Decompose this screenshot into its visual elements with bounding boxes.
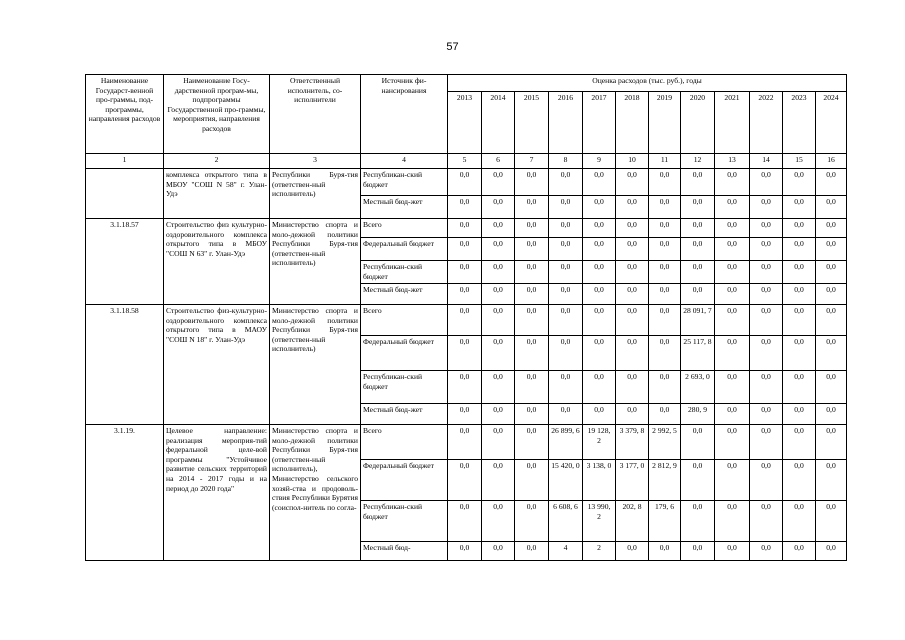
expense-value: 0,0 xyxy=(816,261,847,284)
funding-source: Всего xyxy=(361,425,448,460)
year-header: 2014 xyxy=(482,92,515,154)
year-header: 2019 xyxy=(649,92,681,154)
column-number: 15 xyxy=(783,154,816,169)
header-col4: Источник фи-нансирования xyxy=(361,75,448,154)
expense-value: 0,0 xyxy=(515,196,549,219)
expense-value: 0,0 xyxy=(681,261,715,284)
expense-value: 0,0 xyxy=(750,460,783,501)
row-responsible: Министерство спорта и моло-дежной политики Республики Буря-тия (ответствен-ный исполнитель) xyxy=(270,305,361,425)
expense-value: 0,0 xyxy=(649,404,681,425)
expense-value: 0,0 xyxy=(715,196,750,219)
column-number: 14 xyxy=(750,154,783,169)
year-header: 2020 xyxy=(681,92,715,154)
funding-source: Федеральный бюджет xyxy=(361,336,448,371)
funding-source: Республикан-ский бюджет xyxy=(361,261,448,284)
expense-value: 0,0 xyxy=(649,336,681,371)
expense-value: 3 138, 0 xyxy=(583,460,616,501)
expense-value: 0,0 xyxy=(681,196,715,219)
column-number: 4 xyxy=(361,154,448,169)
table-row xyxy=(86,169,847,196)
expense-value: 0,0 xyxy=(448,238,482,261)
expense-value: 0,0 xyxy=(515,371,549,404)
funding-source: Федеральный бюджет xyxy=(361,460,448,501)
expense-value: 0,0 xyxy=(715,284,750,305)
expense-value: 0,0 xyxy=(448,404,482,425)
budget-table xyxy=(85,74,847,561)
expense-value: 0,0 xyxy=(649,169,681,196)
expense-value: 0,0 xyxy=(681,284,715,305)
column-number: 10 xyxy=(616,154,649,169)
expense-value: 0,0 xyxy=(616,404,649,425)
year-header: 2013 xyxy=(448,92,482,154)
expense-value: 0,0 xyxy=(515,404,549,425)
expense-value: 0,0 xyxy=(515,169,549,196)
expense-value: 0,0 xyxy=(515,261,549,284)
expense-value: 0,0 xyxy=(715,425,750,460)
expense-value: 0,0 xyxy=(750,305,783,336)
expense-value: 0,0 xyxy=(515,219,549,238)
expense-value: 4 xyxy=(549,542,583,561)
expense-value: 0,0 xyxy=(750,169,783,196)
expense-value: 0,0 xyxy=(750,284,783,305)
expense-value: 0,0 xyxy=(583,284,616,305)
expense-value: 0,0 xyxy=(681,460,715,501)
expense-value: 0,0 xyxy=(583,238,616,261)
expense-value: 0,0 xyxy=(649,219,681,238)
row-code xyxy=(86,169,164,219)
expense-value: 0,0 xyxy=(783,501,816,542)
row-code: 3.1.18.58 xyxy=(86,305,164,425)
expense-value: 0,0 xyxy=(715,371,750,404)
expense-value: 0,0 xyxy=(549,169,583,196)
expense-value: 0,0 xyxy=(515,425,549,460)
expense-value: 0,0 xyxy=(649,542,681,561)
header-col2: Наименование Госу-дарственной програм-мы, подпрограммы Государственной про-граммы, мероприятия, направления расходов xyxy=(164,75,270,154)
expense-value: 0,0 xyxy=(482,261,515,284)
row-responsible: Министерство спорта и моло-дежной политики Республики Буря-тия (ответствен-ный исполнитель), Министерство сельского хозяй-ства и продоволь-ствия Республики Бурятия (соиспол-нитель по согла- xyxy=(270,425,361,561)
expense-value: 0,0 xyxy=(583,404,616,425)
expense-value: 0,0 xyxy=(482,425,515,460)
expense-value: 0,0 xyxy=(583,336,616,371)
column-number: 3 xyxy=(270,154,361,169)
expense-value: 0,0 xyxy=(448,196,482,219)
expense-value: 0,0 xyxy=(549,336,583,371)
expense-value: 0,0 xyxy=(616,238,649,261)
expense-value: 0,0 xyxy=(816,501,847,542)
expense-value: 0,0 xyxy=(583,196,616,219)
expense-value: 280, 9 xyxy=(681,404,715,425)
funding-source: Местный бюд-жет xyxy=(361,404,448,425)
expense-value: 0,0 xyxy=(816,336,847,371)
expense-value: 0,0 xyxy=(549,284,583,305)
funding-source: Республикан-ский бюджет xyxy=(361,501,448,542)
expense-value: 0,0 xyxy=(816,169,847,196)
expense-value: 0,0 xyxy=(750,261,783,284)
expense-value: 2 693, 0 xyxy=(681,371,715,404)
expense-value: 0,0 xyxy=(515,542,549,561)
expense-value: 0,0 xyxy=(583,169,616,196)
expense-value: 0,0 xyxy=(783,336,816,371)
expense-value: 0,0 xyxy=(549,219,583,238)
expense-value: 0,0 xyxy=(515,501,549,542)
expense-value: 0,0 xyxy=(482,238,515,261)
expense-value: 0,0 xyxy=(616,542,649,561)
page-number: 57 xyxy=(446,41,459,53)
expense-value: 0,0 xyxy=(750,501,783,542)
expense-value: 0,0 xyxy=(750,219,783,238)
expense-value: 0,0 xyxy=(715,404,750,425)
expense-value: 0,0 xyxy=(515,336,549,371)
expense-value: 0,0 xyxy=(715,542,750,561)
expense-value: 0,0 xyxy=(783,404,816,425)
expense-value: 0,0 xyxy=(616,305,649,336)
expense-value: 0,0 xyxy=(583,219,616,238)
row-name: Целевое направление: реализация мероприя-тий федеральной целе-вой программы "Устойчивое развитие сельских территорий на 2014 - 2017 годы и на период до 2020 года" xyxy=(164,425,270,561)
expense-value: 0,0 xyxy=(482,219,515,238)
funding-source: Всего xyxy=(361,219,448,238)
expense-value: 0,0 xyxy=(816,404,847,425)
expense-value: 0,0 xyxy=(816,238,847,261)
expense-value: 0,0 xyxy=(816,371,847,404)
column-number: 13 xyxy=(715,154,750,169)
expense-value: 0,0 xyxy=(448,371,482,404)
expense-value: 0,0 xyxy=(482,336,515,371)
expense-value: 0,0 xyxy=(681,542,715,561)
expense-value: 0,0 xyxy=(681,219,715,238)
expense-value: 0,0 xyxy=(515,305,549,336)
expense-value: 0,0 xyxy=(616,336,649,371)
expense-value: 0,0 xyxy=(715,460,750,501)
year-header: 2018 xyxy=(616,92,649,154)
expense-value: 0,0 xyxy=(616,219,649,238)
expense-value: 3 379, 8 xyxy=(616,425,649,460)
expense-value: 179, 6 xyxy=(649,501,681,542)
expense-value: 0,0 xyxy=(649,196,681,219)
expense-value: 0,0 xyxy=(816,425,847,460)
column-number: 12 xyxy=(681,154,715,169)
funding-source: Республикан-ский бюджет xyxy=(361,371,448,404)
expense-value: 0,0 xyxy=(783,261,816,284)
expense-value: 0,0 xyxy=(448,460,482,501)
funding-source: Местный бюд- xyxy=(361,542,448,561)
expense-value: 0,0 xyxy=(448,261,482,284)
expense-value: 2 812, 9 xyxy=(649,460,681,501)
column-number: 9 xyxy=(583,154,616,169)
expense-value: 0,0 xyxy=(515,284,549,305)
expense-value: 0,0 xyxy=(549,196,583,219)
expense-value: 0,0 xyxy=(448,219,482,238)
expense-value: 0,0 xyxy=(750,336,783,371)
expense-value: 0,0 xyxy=(649,371,681,404)
expense-value: 0,0 xyxy=(583,261,616,284)
expense-value: 0,0 xyxy=(750,371,783,404)
expense-value: 0,0 xyxy=(715,261,750,284)
expense-value: 0,0 xyxy=(715,169,750,196)
funding-source: Республикан-ский бюджет xyxy=(361,169,448,196)
expense-value: 0,0 xyxy=(482,284,515,305)
row-code: 3.1.18.57 xyxy=(86,219,164,305)
expense-value: 0,0 xyxy=(482,501,515,542)
expense-value: 0,0 xyxy=(783,542,816,561)
year-header: 2015 xyxy=(515,92,549,154)
expense-value: 0,0 xyxy=(783,425,816,460)
funding-source: Местный бюд-жет xyxy=(361,196,448,219)
expense-value: 0,0 xyxy=(783,460,816,501)
expense-value: 0,0 xyxy=(816,460,847,501)
expense-value: 0,0 xyxy=(816,542,847,561)
expense-value: 0,0 xyxy=(616,196,649,219)
year-header: 2023 xyxy=(783,92,816,154)
expense-value: 0,0 xyxy=(448,305,482,336)
expense-value: 0,0 xyxy=(715,219,750,238)
expense-value: 0,0 xyxy=(583,305,616,336)
expense-value: 6 608, 6 xyxy=(549,501,583,542)
expense-value: 0,0 xyxy=(783,284,816,305)
row-responsible: Республики Буря-тия (ответствен-ный исполнитель) xyxy=(270,169,361,219)
expense-value: 0,0 xyxy=(783,305,816,336)
expense-value: 0,0 xyxy=(448,425,482,460)
expense-value: 0,0 xyxy=(448,336,482,371)
expense-value: 0,0 xyxy=(482,460,515,501)
expense-value: 0,0 xyxy=(448,284,482,305)
row-code: 3.1.19. xyxy=(86,425,164,561)
expense-value: 0,0 xyxy=(649,238,681,261)
expense-value: 0,0 xyxy=(448,169,482,196)
expense-value: 0,0 xyxy=(783,196,816,219)
expense-value: 0,0 xyxy=(482,542,515,561)
expense-value: 0,0 xyxy=(715,305,750,336)
column-number: 6 xyxy=(482,154,515,169)
year-header: 2021 xyxy=(715,92,750,154)
column-number: 8 xyxy=(549,154,583,169)
row-name: Строительство физ-культурно-оздоровительного комплекса открытого типа в МАОУ "СОШ N 18" г. Улан-Удэ xyxy=(164,305,270,425)
expense-value: 0,0 xyxy=(750,238,783,261)
expense-value: 3 177, 0 xyxy=(616,460,649,501)
expense-value: 0,0 xyxy=(715,501,750,542)
expense-value: 0,0 xyxy=(715,238,750,261)
expense-value: 0,0 xyxy=(482,404,515,425)
expense-value: 0,0 xyxy=(649,305,681,336)
expense-value: 0,0 xyxy=(750,404,783,425)
column-number: 16 xyxy=(816,154,847,169)
table-row xyxy=(86,219,847,238)
expense-value: 0,0 xyxy=(681,238,715,261)
year-header: 2022 xyxy=(750,92,783,154)
expense-value: 0,0 xyxy=(649,261,681,284)
expense-value: 0,0 xyxy=(448,542,482,561)
expense-value: 0,0 xyxy=(448,501,482,542)
header-col3: Ответственный исполнитель, со-исполнители xyxy=(270,75,361,154)
expense-value: 13 990, 2 xyxy=(583,501,616,542)
column-number: 7 xyxy=(515,154,549,169)
expense-value: 26 899, 6 xyxy=(549,425,583,460)
expense-value: 0,0 xyxy=(549,371,583,404)
year-header: 2016 xyxy=(549,92,583,154)
expense-value: 0,0 xyxy=(783,219,816,238)
expense-value: 0,0 xyxy=(482,305,515,336)
expense-value: 0,0 xyxy=(715,336,750,371)
expense-value: 0,0 xyxy=(549,305,583,336)
expense-value: 0,0 xyxy=(616,371,649,404)
expense-value: 2 992, 5 xyxy=(649,425,681,460)
expense-value: 202, 8 xyxy=(616,501,649,542)
expense-value: 0,0 xyxy=(482,196,515,219)
funding-source: Федеральный бюджет xyxy=(361,238,448,261)
expense-value: 0,0 xyxy=(482,169,515,196)
expense-value: 0,0 xyxy=(616,261,649,284)
expense-value: 0,0 xyxy=(750,196,783,219)
expense-value: 0,0 xyxy=(816,196,847,219)
table-row xyxy=(86,305,847,336)
expense-value: 19 128, 2 xyxy=(583,425,616,460)
expense-value: 28 091, 7 xyxy=(681,305,715,336)
expense-value: 0,0 xyxy=(515,460,549,501)
header-col1: Наименование Государст-венной про-граммы, под-программы, направления расходов xyxy=(86,75,164,154)
expense-value: 0,0 xyxy=(783,371,816,404)
expense-value: 0,0 xyxy=(616,169,649,196)
expense-value: 0,0 xyxy=(681,169,715,196)
expense-value: 0,0 xyxy=(816,284,847,305)
expense-value: 0,0 xyxy=(750,425,783,460)
expense-value: 2 xyxy=(583,542,616,561)
expense-value: 15 420, 0 xyxy=(549,460,583,501)
expense-value: 25 117, 8 xyxy=(681,336,715,371)
expense-value: 0,0 xyxy=(616,284,649,305)
column-number: 1 xyxy=(86,154,164,169)
table-row xyxy=(86,425,847,460)
expense-value: 0,0 xyxy=(583,371,616,404)
year-header: 2024 xyxy=(816,92,847,154)
expense-value: 0,0 xyxy=(783,169,816,196)
expense-value: 0,0 xyxy=(681,425,715,460)
funding-source: Местный бюд-жет xyxy=(361,284,448,305)
expense-value: 0,0 xyxy=(482,371,515,404)
column-number: 11 xyxy=(649,154,681,169)
header-expenses: Оценка расходов (тыс. руб.), годы xyxy=(448,75,847,92)
expense-value: 0,0 xyxy=(549,238,583,261)
row-name: комплекса открытого типа в МБОУ "СОШ N 58" г. Улан-Удэ xyxy=(164,169,270,219)
year-header: 2017 xyxy=(583,92,616,154)
expense-value: 0,0 xyxy=(681,501,715,542)
funding-source: Всего xyxy=(361,305,448,336)
column-number: 2 xyxy=(164,154,270,169)
expense-value: 0,0 xyxy=(515,238,549,261)
expense-value: 0,0 xyxy=(783,238,816,261)
expense-value: 0,0 xyxy=(549,261,583,284)
row-responsible: Министерство спорта и моло-дежной политики Республики Буря-тия (ответствен-ный исполнитель) xyxy=(270,219,361,305)
expense-value: 0,0 xyxy=(649,284,681,305)
expense-value: 0,0 xyxy=(816,219,847,238)
expense-value: 0,0 xyxy=(549,404,583,425)
expense-value: 0,0 xyxy=(750,542,783,561)
row-name: Строительство физ культурно-оздоровительного комплекса открытого типа в МБОУ "СОШ N 63" г. Улан-Удэ xyxy=(164,219,270,305)
expense-value: 0,0 xyxy=(816,305,847,336)
column-number: 5 xyxy=(448,154,482,169)
